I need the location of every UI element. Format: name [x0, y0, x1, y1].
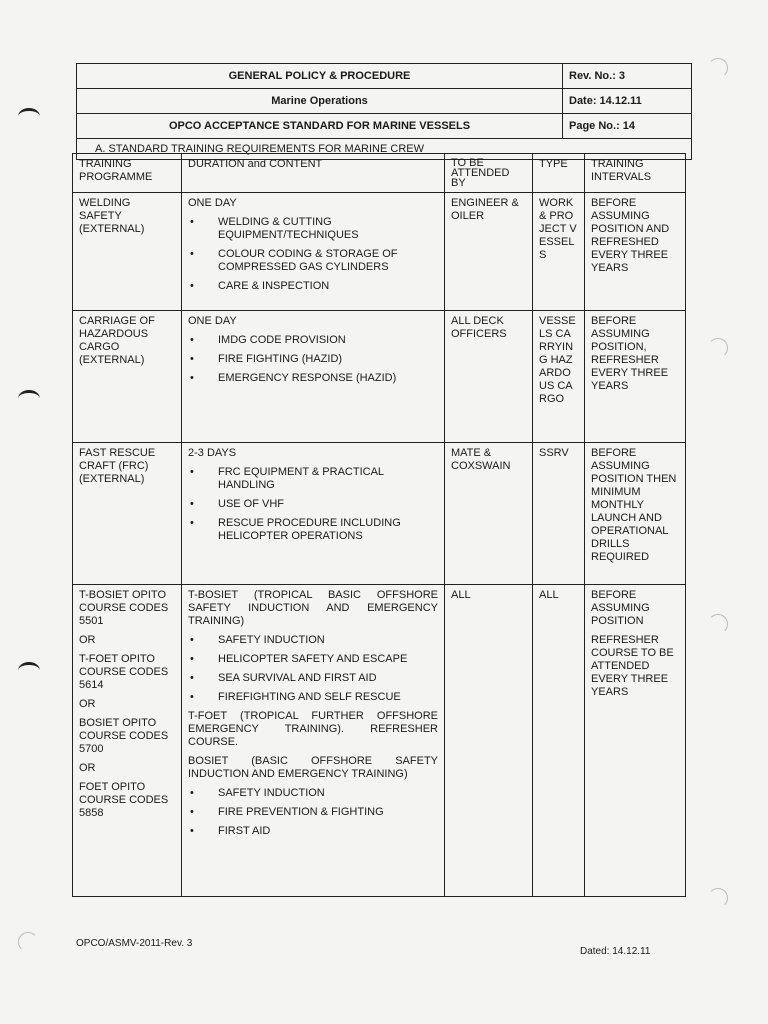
duration-cell: [182, 443, 445, 585]
intervals-text: BEFORE ASSUMING POSITION: [591, 589, 650, 627]
standard-title: OPCO ACCEPTANCE STANDARD FOR MARINE VESSELS: [77, 114, 563, 138]
attended-cell: ALL: [445, 585, 533, 897]
table-row: [73, 193, 686, 311]
revision-number: Rev. No.: 3: [569, 70, 626, 82]
content-item: • FIRE PREVENTION & FIGHTING: [188, 806, 438, 819]
binder-ring: [18, 932, 38, 952]
course-option: T-FOET OPITO COURSE CODES 5614: [79, 653, 169, 691]
binder-mark: [18, 390, 40, 407]
binder-ring: [708, 888, 728, 908]
col-header-type: TYPE: [533, 154, 585, 193]
training-table: [72, 153, 686, 897]
course-option: BOSIET OPITO COURSE CODES 5700: [79, 717, 169, 755]
type-cell: SSRV: [533, 443, 585, 585]
attended-cell: ENGINEER & OILER: [445, 193, 533, 311]
content-item: • FIRST AID: [188, 825, 438, 838]
header-date: Date: 14.12.11: [569, 95, 642, 107]
or-separator: OR: [79, 634, 96, 646]
attended-cell: MATE & COXSWAIN: [445, 443, 533, 585]
tfoet-description: T-FOET (TROPICAL FURTHER OFFSHORE EMERGENCY TRAINING). REFRESHER COURSE.: [188, 710, 438, 748]
content-item: • RESCUE PROCEDURE INCLUDING HELICOPTER OPERATIONS: [188, 517, 438, 543]
content-item: • HELICOPTER SAFETY AND ESCAPE: [188, 653, 438, 666]
col-header-programme: TRAINING PROGRAMME: [73, 154, 182, 193]
programme-cell: [73, 585, 182, 897]
duration-cell: [182, 585, 445, 897]
content-item: • EMERGENCY RESPONSE (HAZID): [188, 372, 438, 385]
or-separator: OR: [79, 762, 96, 774]
content-item: • FIRE FIGHTING (HAZID): [188, 353, 438, 366]
type-cell: VESSELS CARRYING HAZARDOUS CARGO: [533, 311, 585, 443]
intervals-cell: BEFORE ASSUMING POSITION, REFRESHER EVERY THREE YEARS: [585, 311, 686, 443]
section-title: A. STANDARD TRAINING REQUIREMENTS FOR MARINE CREW: [95, 143, 425, 155]
binder-mark: [18, 108, 40, 125]
content-item: • CARE & INSPECTION: [188, 280, 438, 293]
col-header-attended: TO BE ATTENDED BY: [445, 154, 533, 193]
duration-text: ONE DAY: [188, 197, 237, 209]
tbosiet-description: T-BOSIET (TROPICAL BASIC OFFSHORE SAFETY INDUCTION AND EMERGENCY TRAINING): [188, 589, 438, 627]
duration-cell: [182, 193, 445, 311]
binder-mark: [18, 662, 40, 679]
document-code: OPCO/ASMV-2011-Rev. 3: [76, 938, 193, 949]
table-row: [73, 585, 686, 897]
binder-ring: [708, 58, 728, 78]
content-item: • USE OF VHF: [188, 498, 438, 511]
page-number: Page No.: 14: [569, 120, 636, 132]
type-cell: ALL: [533, 585, 585, 897]
or-separator: OR: [79, 698, 96, 710]
content-item: • FRC EQUIPMENT & PRACTICAL HANDLING: [188, 466, 438, 492]
table-row: [73, 443, 686, 585]
programme-cell: WELDING SAFETY (EXTERNAL): [73, 193, 182, 311]
type-cell: WORK & PROJECT VESSELS: [533, 193, 585, 311]
course-option: T-BOSIET OPITO COURSE CODES 5501: [79, 589, 169, 627]
intervals-cell: BEFORE ASSUMING POSITION AND REFRESHED EVERY THREE YEARS: [585, 193, 686, 311]
binder-ring: [708, 338, 728, 358]
programme-cell: FAST RESCUE CRAFT (FRC) (EXTERNAL): [73, 443, 182, 585]
content-item: • IMDG CODE PROVISION: [188, 334, 438, 347]
course-option: FOET OPITO COURSE CODES 5858: [79, 781, 169, 819]
intervals-cell: [585, 585, 686, 897]
col-header-duration: DURATION and CONTENT: [182, 154, 445, 193]
content-item: • SEA SURVIVAL AND FIRST AID: [188, 672, 438, 685]
col-header-intervals: TRAINING INTERVALS: [585, 154, 686, 193]
duration-text: 2-3 DAYS: [188, 447, 237, 459]
policy-title: GENERAL POLICY & PROCEDURE: [77, 64, 563, 88]
intervals-refresher: REFRESHER COURSE TO BE ATTENDED EVERY THREE YEARS: [591, 634, 674, 698]
duration-text: ONE DAY: [188, 315, 237, 327]
department: Marine Operations: [77, 89, 563, 113]
duration-cell: [182, 311, 445, 443]
content-item: • WELDING & CUTTING EQUIPMENT/TECHNIQUES: [188, 216, 438, 242]
document-header: [76, 63, 692, 160]
table-row: [73, 311, 686, 443]
programme-cell: CARRIAGE OF HAZARDOUS CARGO (EXTERNAL): [73, 311, 182, 443]
content-item: • COLOUR CODING & STORAGE OF COMPRESSED GAS CYLINDERS: [188, 248, 438, 274]
intervals-cell: BEFORE ASSUMING POSITION THEN MINIMUM MONTHLY LAUNCH AND OPERATIONAL DRILLS REQUIRED: [585, 443, 686, 585]
content-item: • SAFETY INDUCTION: [188, 787, 438, 800]
bosiet-description: BOSIET (BASIC OFFSHORE SAFETY INDUCTION AND EMERGENCY TRAINING): [188, 755, 438, 780]
table-header-row: [73, 154, 686, 193]
binder-ring: [708, 614, 728, 634]
content-item: • SAFETY INDUCTION: [188, 634, 438, 647]
content-item: • FIREFIGHTING AND SELF RESCUE: [188, 691, 438, 704]
footer-date: Dated: 14.12.11: [580, 946, 651, 957]
attended-cell: ALL DECK OFFICERS: [445, 311, 533, 443]
